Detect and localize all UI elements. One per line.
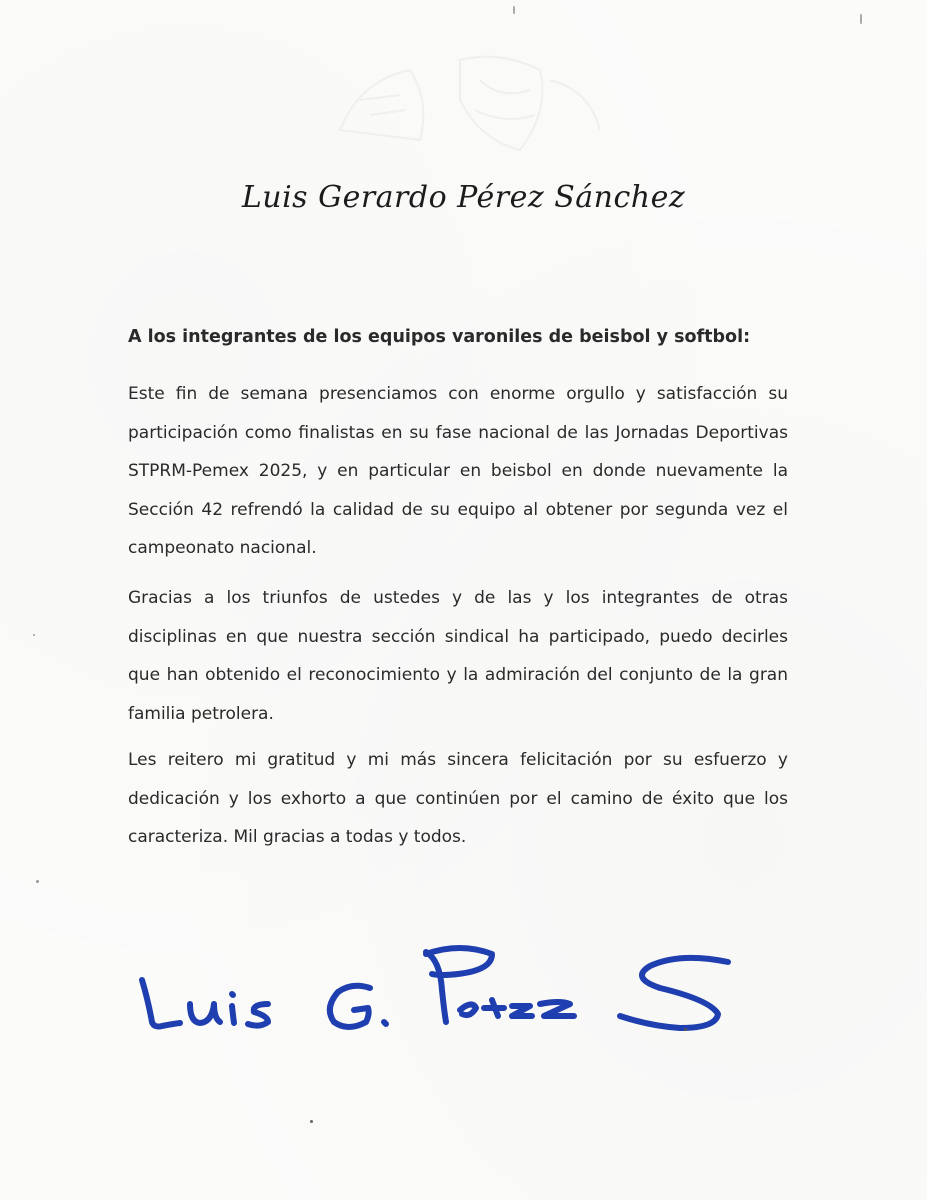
paper-speck	[513, 6, 515, 14]
handwritten-signature	[120, 930, 760, 1050]
paper-speck	[33, 634, 35, 636]
paragraph-1: Este fin de semana presenciamos con enorme orgullo y satisfacción su participación como finalistas en su fase nacional de las Jornadas Deportivas STPRM-Pemex 2025, y en particular en beisbol en donde nuevamente la Sección 42 refrendó la calidad de su equipo al obtener por segunda vez el campeonato nacional.	[128, 384, 788, 558]
salutation: A los integrantes de los equipos varoniles de beisbol y softbol:	[128, 327, 751, 347]
paper-speck	[860, 14, 862, 24]
embossed-seal	[300, 40, 620, 160]
paper-speck	[684, 1028, 687, 1031]
letterhead-name: Luis Gerardo Pérez Sánchez	[241, 180, 686, 215]
paper-speck	[36, 880, 39, 883]
paragraph-3: Les reitero mi gratitud y mi más sincera felicitación por su esfuerzo y dedicación y los exhorto a que continúen por el camino de éxito que los caracteriza. Mil gracias a todas y todos.	[128, 750, 788, 847]
paragraph-2: Gracias a los triunfos de ustedes y de las y los integrantes de otras disciplinas en que nuestra sección sindical ha participado, puedo decirles que han obtenido el reconocimiento y la admiración del conjunto de la gran familia petrolera.	[128, 588, 788, 724]
paper-speck	[310, 1120, 313, 1123]
